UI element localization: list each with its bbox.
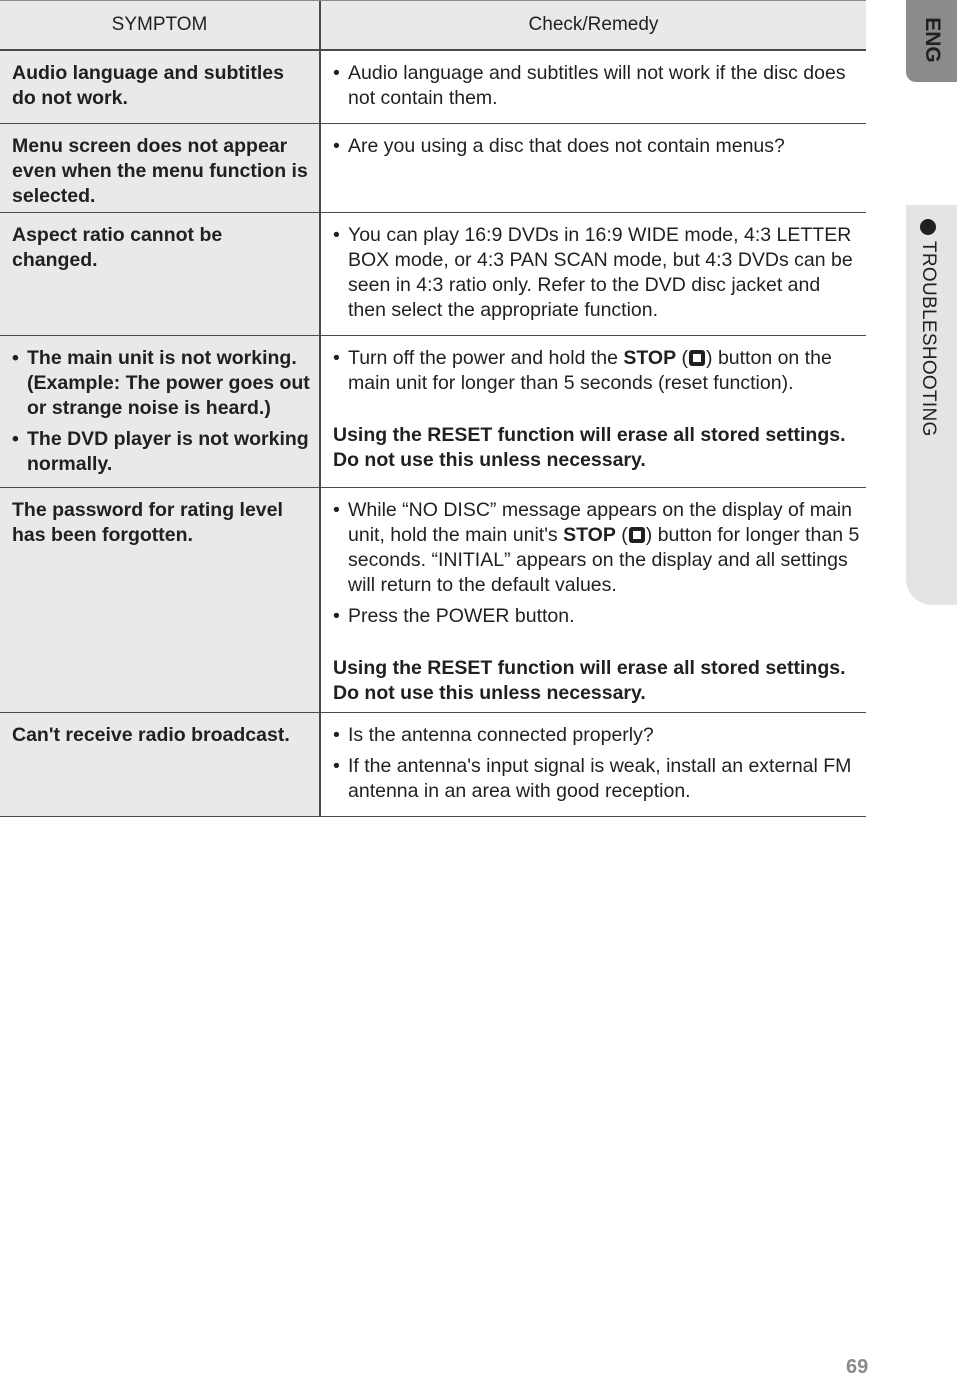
remedy-cell bbox=[319, 51, 866, 123]
remedy-cell bbox=[319, 213, 866, 335]
table-row bbox=[0, 124, 866, 213]
remedy-text: ) button on the main unit for longer than 5 seconds (reset function). bbox=[348, 347, 832, 394]
symptom-column-header: SYMPTOM bbox=[111, 14, 208, 35]
symptom-cell: Aspect ratio cannot be changed. bbox=[0, 213, 319, 335]
stop-icon bbox=[629, 527, 645, 543]
remedy-item: • If the antenna's input signal is weak, install an external FM antenna in an area with good reception. bbox=[333, 754, 860, 804]
stop-label: STOP bbox=[563, 524, 616, 546]
stop-label: STOP bbox=[623, 347, 677, 369]
table-row bbox=[0, 713, 866, 817]
symptom-cell: Menu screen does not appear even when the menu function is selected. bbox=[0, 124, 319, 212]
remedy-cell bbox=[319, 713, 866, 816]
symptom-cell bbox=[0, 336, 319, 487]
symptom-cell: Can't receive radio broadcast. bbox=[0, 713, 319, 816]
table-row bbox=[0, 488, 866, 713]
remedy-text: While “NO DISC” message appears on the display of main unit, hold the main unit's bbox=[348, 499, 852, 546]
warning-line: Using the RESET function will erase all stored settings. bbox=[333, 424, 846, 446]
reset-warning bbox=[333, 423, 860, 473]
section-label: TROUBLESHOOTING bbox=[918, 241, 939, 437]
remedy-text: ) button for longer than 5 seconds. “INITIAL” appears on the display and all settings will return to the default values. bbox=[348, 524, 860, 596]
table-row bbox=[0, 336, 866, 488]
language-label: ENG bbox=[920, 17, 944, 63]
warning-line: Using the RESET function will erase all stored settings. bbox=[333, 657, 846, 679]
language-tab bbox=[906, 0, 957, 82]
remedy-item: • Are you using a disc that does not contain menus? bbox=[333, 134, 860, 159]
symptom-cell: The password for rating level has been forgotten. bbox=[0, 488, 319, 712]
remedy-column-header: Check/Remedy bbox=[319, 1, 866, 49]
remedy-item: • Turn off the power and hold the STOP ( ) button on the main unit for longer than 5 seconds (reset function). bbox=[333, 346, 860, 396]
remedy-item: • You can play 16:9 DVDs in 16:9 WIDE mode, 4:3 LETTER BOX mode, or 4:3 PAN SCAN mode, but 4:3 DVDs can be seen in 4:3 ratio only. Refer to the DVD disc jacket and then select the appropriate function. bbox=[333, 223, 860, 323]
symptom-item: • The DVD player is not working normally. bbox=[12, 427, 311, 477]
warning-line: Do not use this unless necessary. bbox=[333, 682, 646, 704]
table-row bbox=[0, 51, 866, 124]
remedy-cell bbox=[319, 124, 866, 212]
remedy-item: • Audio language and subtitles will not work if the disc does not contain them. bbox=[333, 61, 860, 111]
remedy-cell bbox=[319, 488, 866, 712]
symptom-cell: Audio language and subtitles do not work. bbox=[0, 51, 319, 123]
remedy-item: • Is the antenna connected properly? bbox=[333, 723, 860, 748]
warning-line: Do not use this unless necessary. bbox=[333, 449, 646, 471]
page-number: 69 bbox=[846, 1356, 869, 1378]
table-header bbox=[0, 0, 866, 51]
table-row bbox=[0, 213, 866, 336]
section-tab bbox=[906, 205, 957, 605]
remedy-cell bbox=[319, 336, 866, 487]
stop-icon bbox=[689, 350, 705, 366]
reset-warning bbox=[333, 656, 860, 706]
remedy-text: Turn off the power and hold the bbox=[348, 347, 624, 369]
remedy-item: • Press the POWER button. bbox=[333, 604, 860, 629]
bullet-dot-icon bbox=[920, 219, 936, 235]
remedy-item: • While “NO DISC” message appears on the display of main unit, hold the main unit's STOP ( ) button for longer than 5 seconds. “INITIAL” appears on the display and all settings will return to the default values. bbox=[333, 498, 860, 598]
symptom-item: • The main unit is not working. (Example: The power goes out or strange noise is heard.) bbox=[12, 346, 311, 421]
